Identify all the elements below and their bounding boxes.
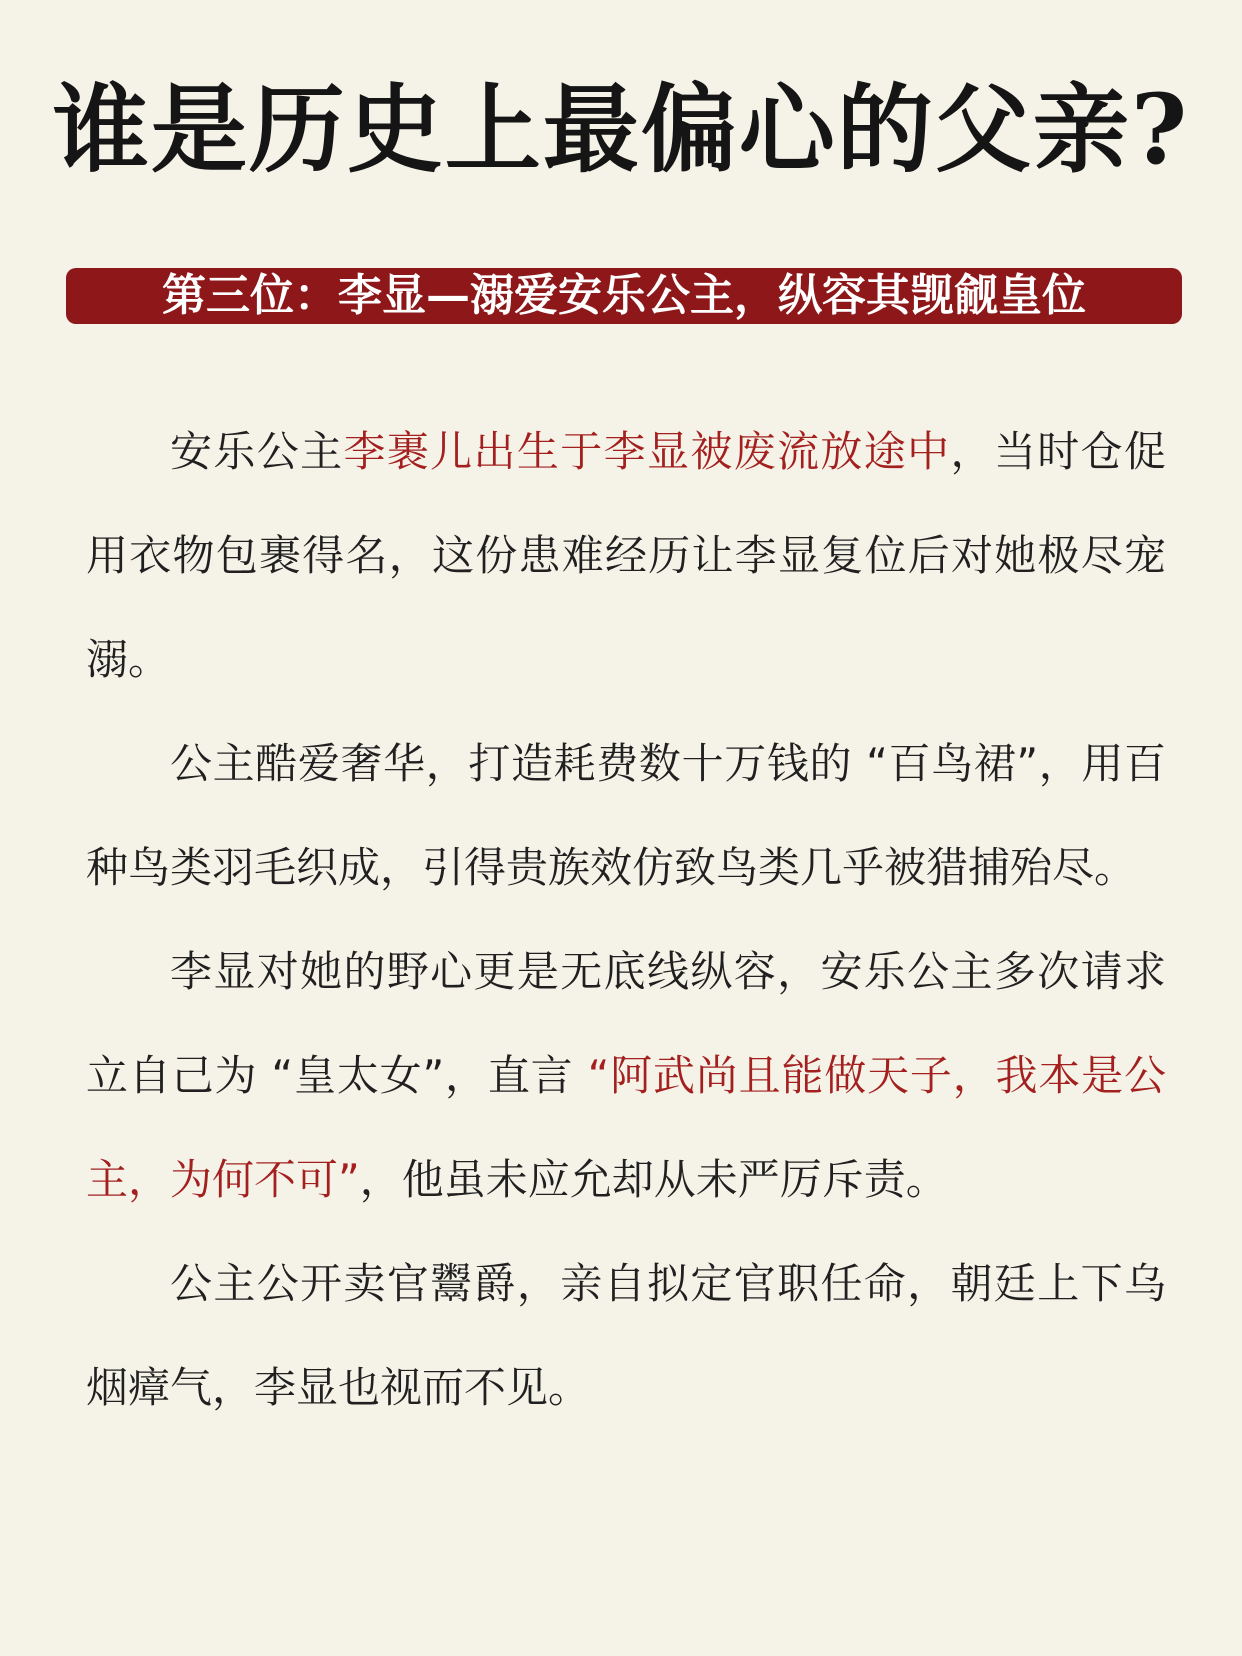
text-segment: 安乐公主 bbox=[170, 427, 344, 476]
highlighted-text: 李裹儿出生于李显被废流放途中 bbox=[343, 427, 951, 476]
paragraph-2 bbox=[86, 712, 1166, 920]
paragraph-3 bbox=[86, 920, 1166, 1232]
text-segment: ，当时仓促用衣物包裹得名，这份患难经历让李显复位后对她极尽宠溺。 bbox=[86, 427, 1166, 684]
highlighted-quote: “阿武尚且能做天子，我本是公主，为何不可” bbox=[86, 1051, 1166, 1204]
section-heading-banner: 第三位：李显—溺爱安乐公主，纵容其觊觎皇位 bbox=[66, 268, 1182, 324]
text-segment: 公主公开卖官鬻爵，亲自拟定官职任命，朝廷上下乌烟瘴气，李显也视而不见。 bbox=[86, 1259, 1166, 1412]
text-segment: ，他虽未应允却从未严厉斥责。 bbox=[359, 1155, 948, 1204]
page-title: 谁是历史上最偏心的父亲? bbox=[52, 73, 1190, 186]
paragraph-4 bbox=[86, 1232, 1166, 1440]
text-segment: 李显对她的野心更是无底线纵容，安乐公主多次请求立自己为 “皇太女”，直言 bbox=[86, 947, 1166, 1100]
text-segment: 公主酷爱奢华，打造耗费数十万钱的 “百鸟裙”，用百种鸟类羽毛织成，引得贵族效仿致鸟类几乎被猎捕殆尽。 bbox=[86, 739, 1166, 892]
paragraph-1 bbox=[86, 400, 1166, 712]
article-body bbox=[86, 400, 1166, 1440]
